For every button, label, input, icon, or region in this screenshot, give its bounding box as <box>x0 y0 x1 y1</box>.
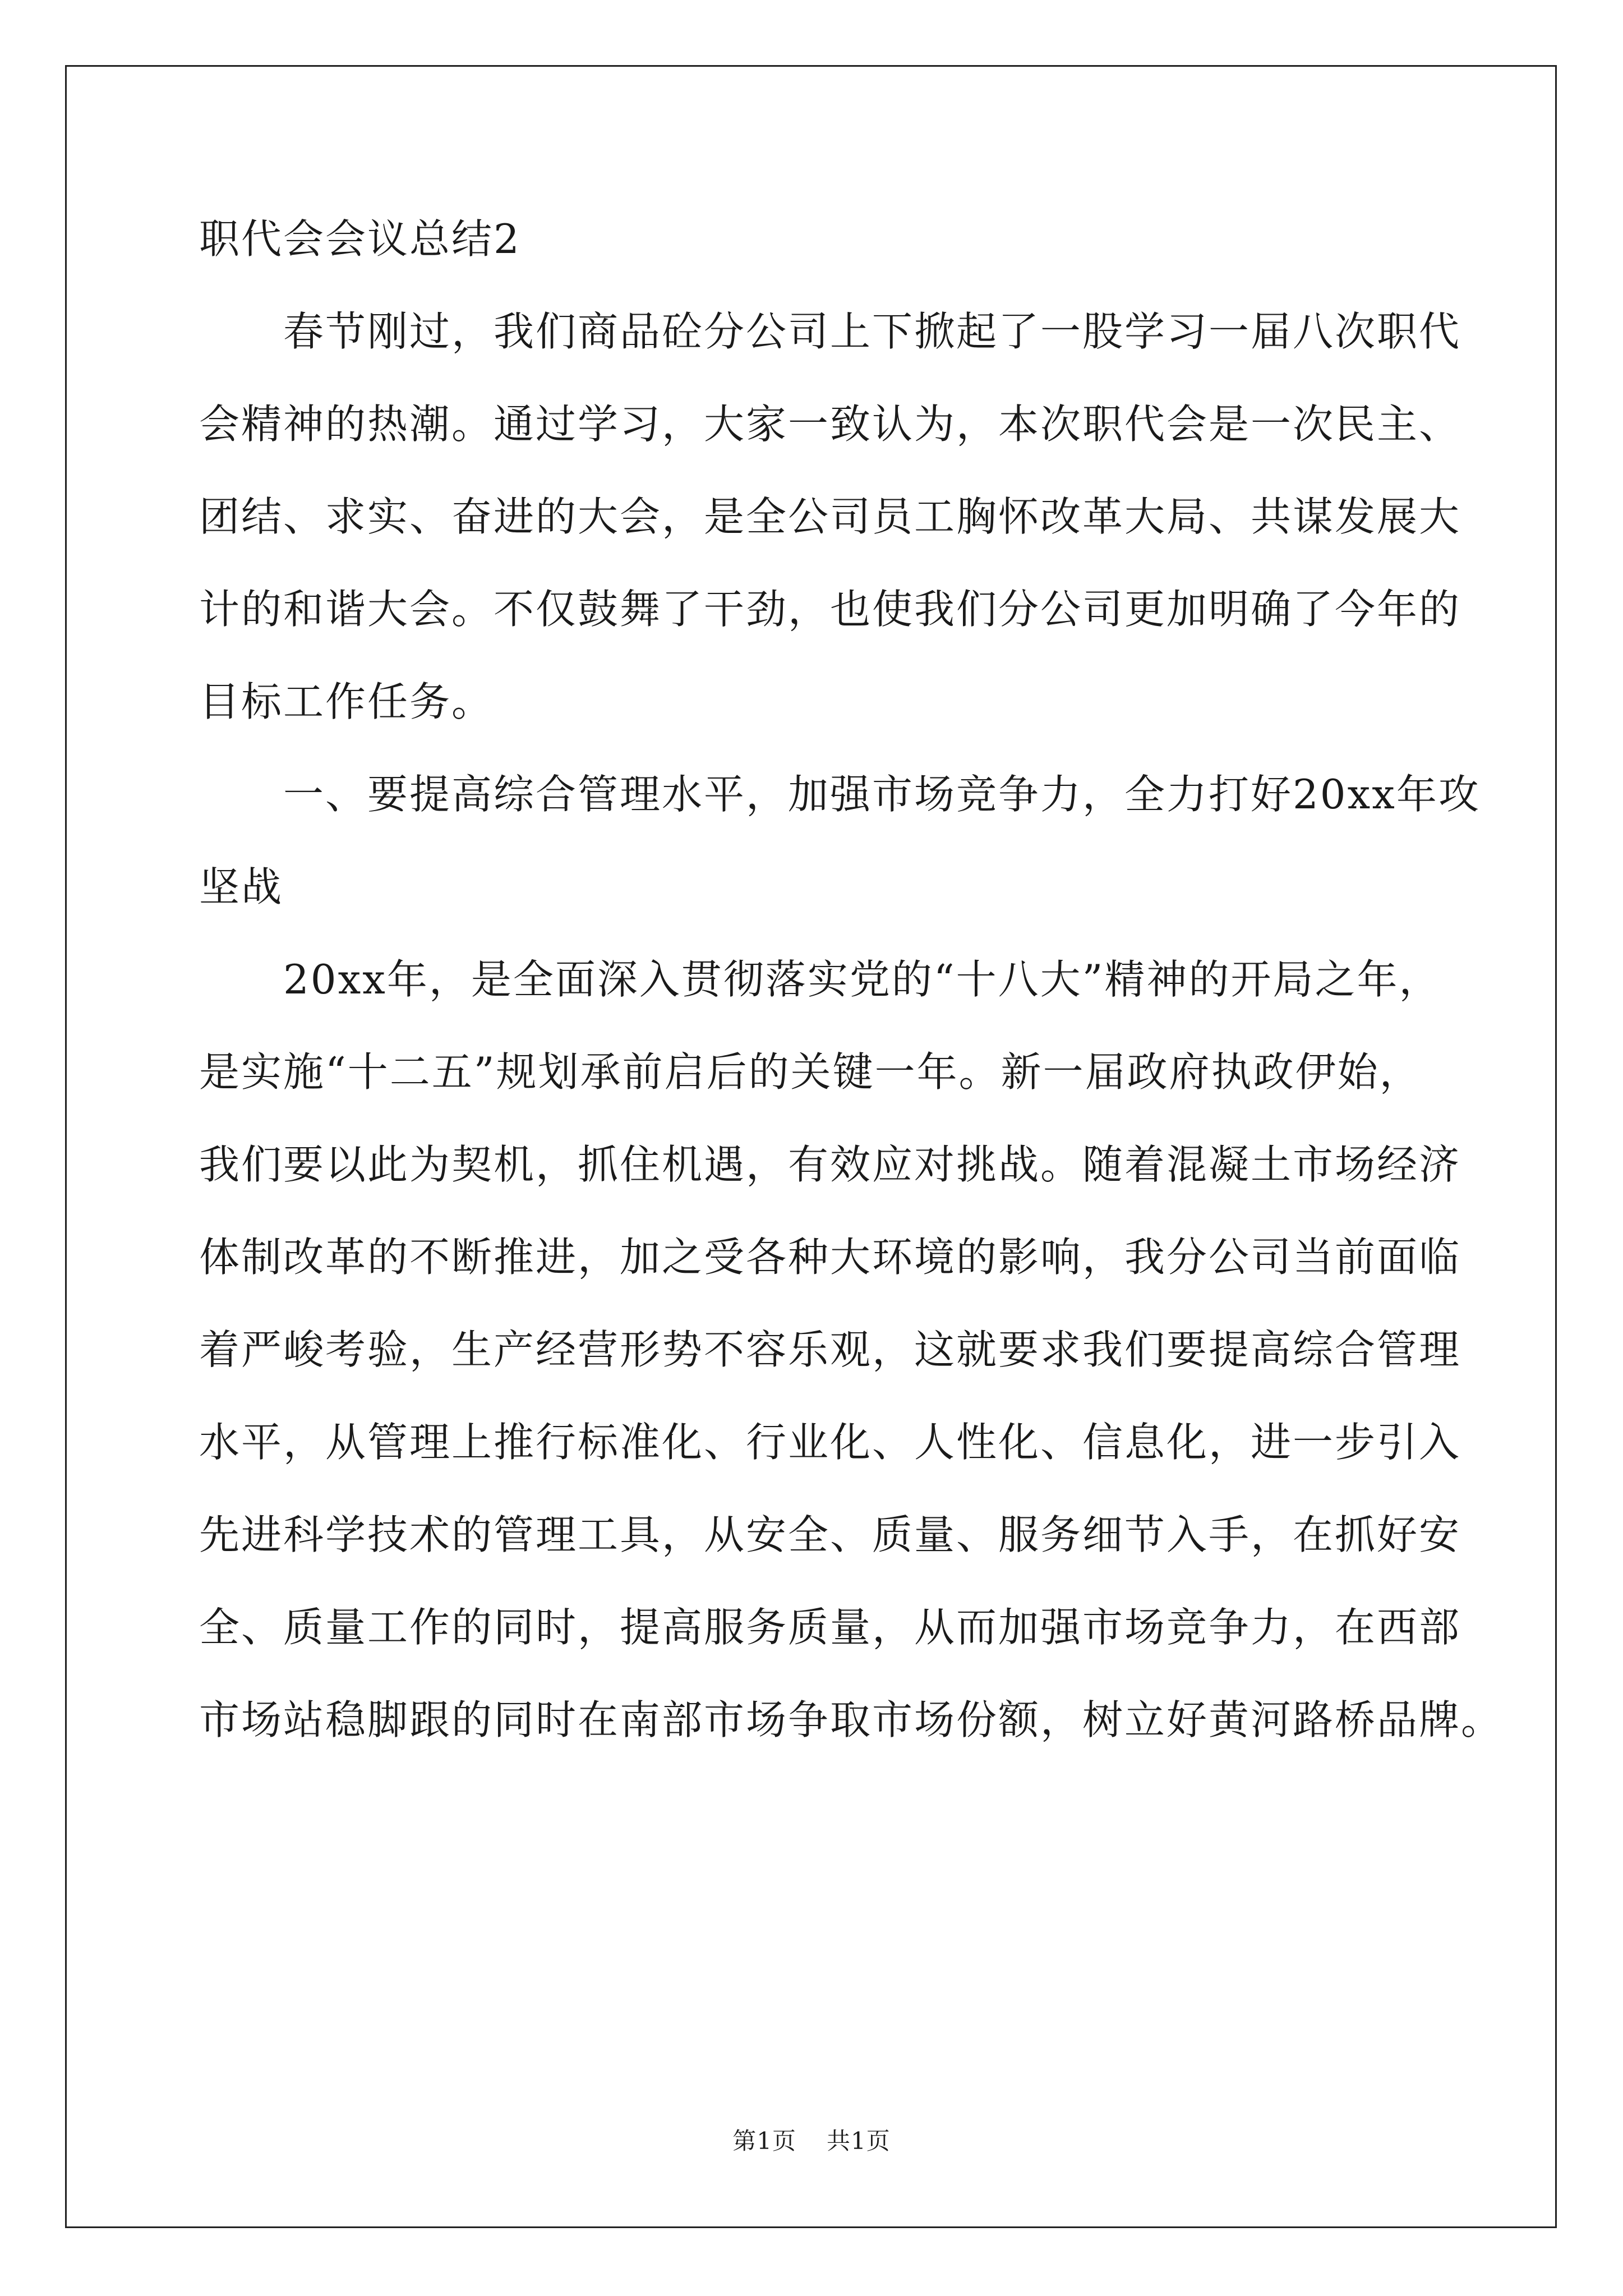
paragraph-line: 春节刚过，我们商品砼分公司上下掀起了一股学习一届八次职代 <box>283 308 1461 355</box>
page-total: 共1页 <box>827 2127 891 2155</box>
paragraph-line: 会精神的热潮。通过学习，大家一致认为，本次职代会是一次民主、 <box>199 401 1461 448</box>
paragraph-line: 先进科学技术的管理工具，从安全、质量、服务细节入手，在抓好安 <box>199 1511 1461 1558</box>
document-title: 职代会会议总结2 <box>199 215 521 263</box>
paragraph-line: 我们要以此为契机，抓住机遇，有效应对挑战。随着混凝土市场经济 <box>199 1141 1461 1188</box>
section-heading-line: 坚战 <box>199 863 284 910</box>
paragraph-line: 全、质量工作的同时，提高服务质量，从而加强市场竞争力，在西部 <box>199 1604 1461 1651</box>
paragraph-line: 体制改革的不断推进，加之受各种大环境的影响，我分公司当前面临 <box>199 1234 1461 1281</box>
paragraph-line: 是实施“十二五”规划承前启后的关键一年。新一届政府执政伊始， <box>199 1048 1422 1096</box>
paragraph-line: 目标工作任务。 <box>199 678 494 725</box>
paragraph-line: 20xx年，是全面深入贯彻落实党的“十八大”精神的开局之年， <box>283 956 1441 1003</box>
paragraph-line: 团结、求实、奋进的大会，是全公司员工胸怀改革大局、共谋发展大 <box>199 493 1461 540</box>
paragraph-line: 计的和谐大会。不仅鼓舞了干劲，也使我们分公司更加明确了今年的 <box>199 586 1461 633</box>
paragraph-line: 着严峻考验，生产经营形势不容乐观，这就要求我们要提高综合管理 <box>199 1326 1461 1373</box>
paragraph-line: 水平，从管理上推行标准化、行业化、人性化、信息化，进一步引入 <box>199 1419 1461 1466</box>
page-footer <box>0 2129 1623 2153</box>
document-body <box>199 215 1504 1792</box>
paragraph-line: 市场站稳脚跟的同时在南部市场争取市场份额，树立好黄河路桥品牌。 <box>199 1696 1504 1743</box>
section-heading-line: 一、要提高综合管理水平，加强市场竞争力，全力打好20xx年攻 <box>283 771 1481 818</box>
page-number: 第1页 <box>732 2127 796 2155</box>
